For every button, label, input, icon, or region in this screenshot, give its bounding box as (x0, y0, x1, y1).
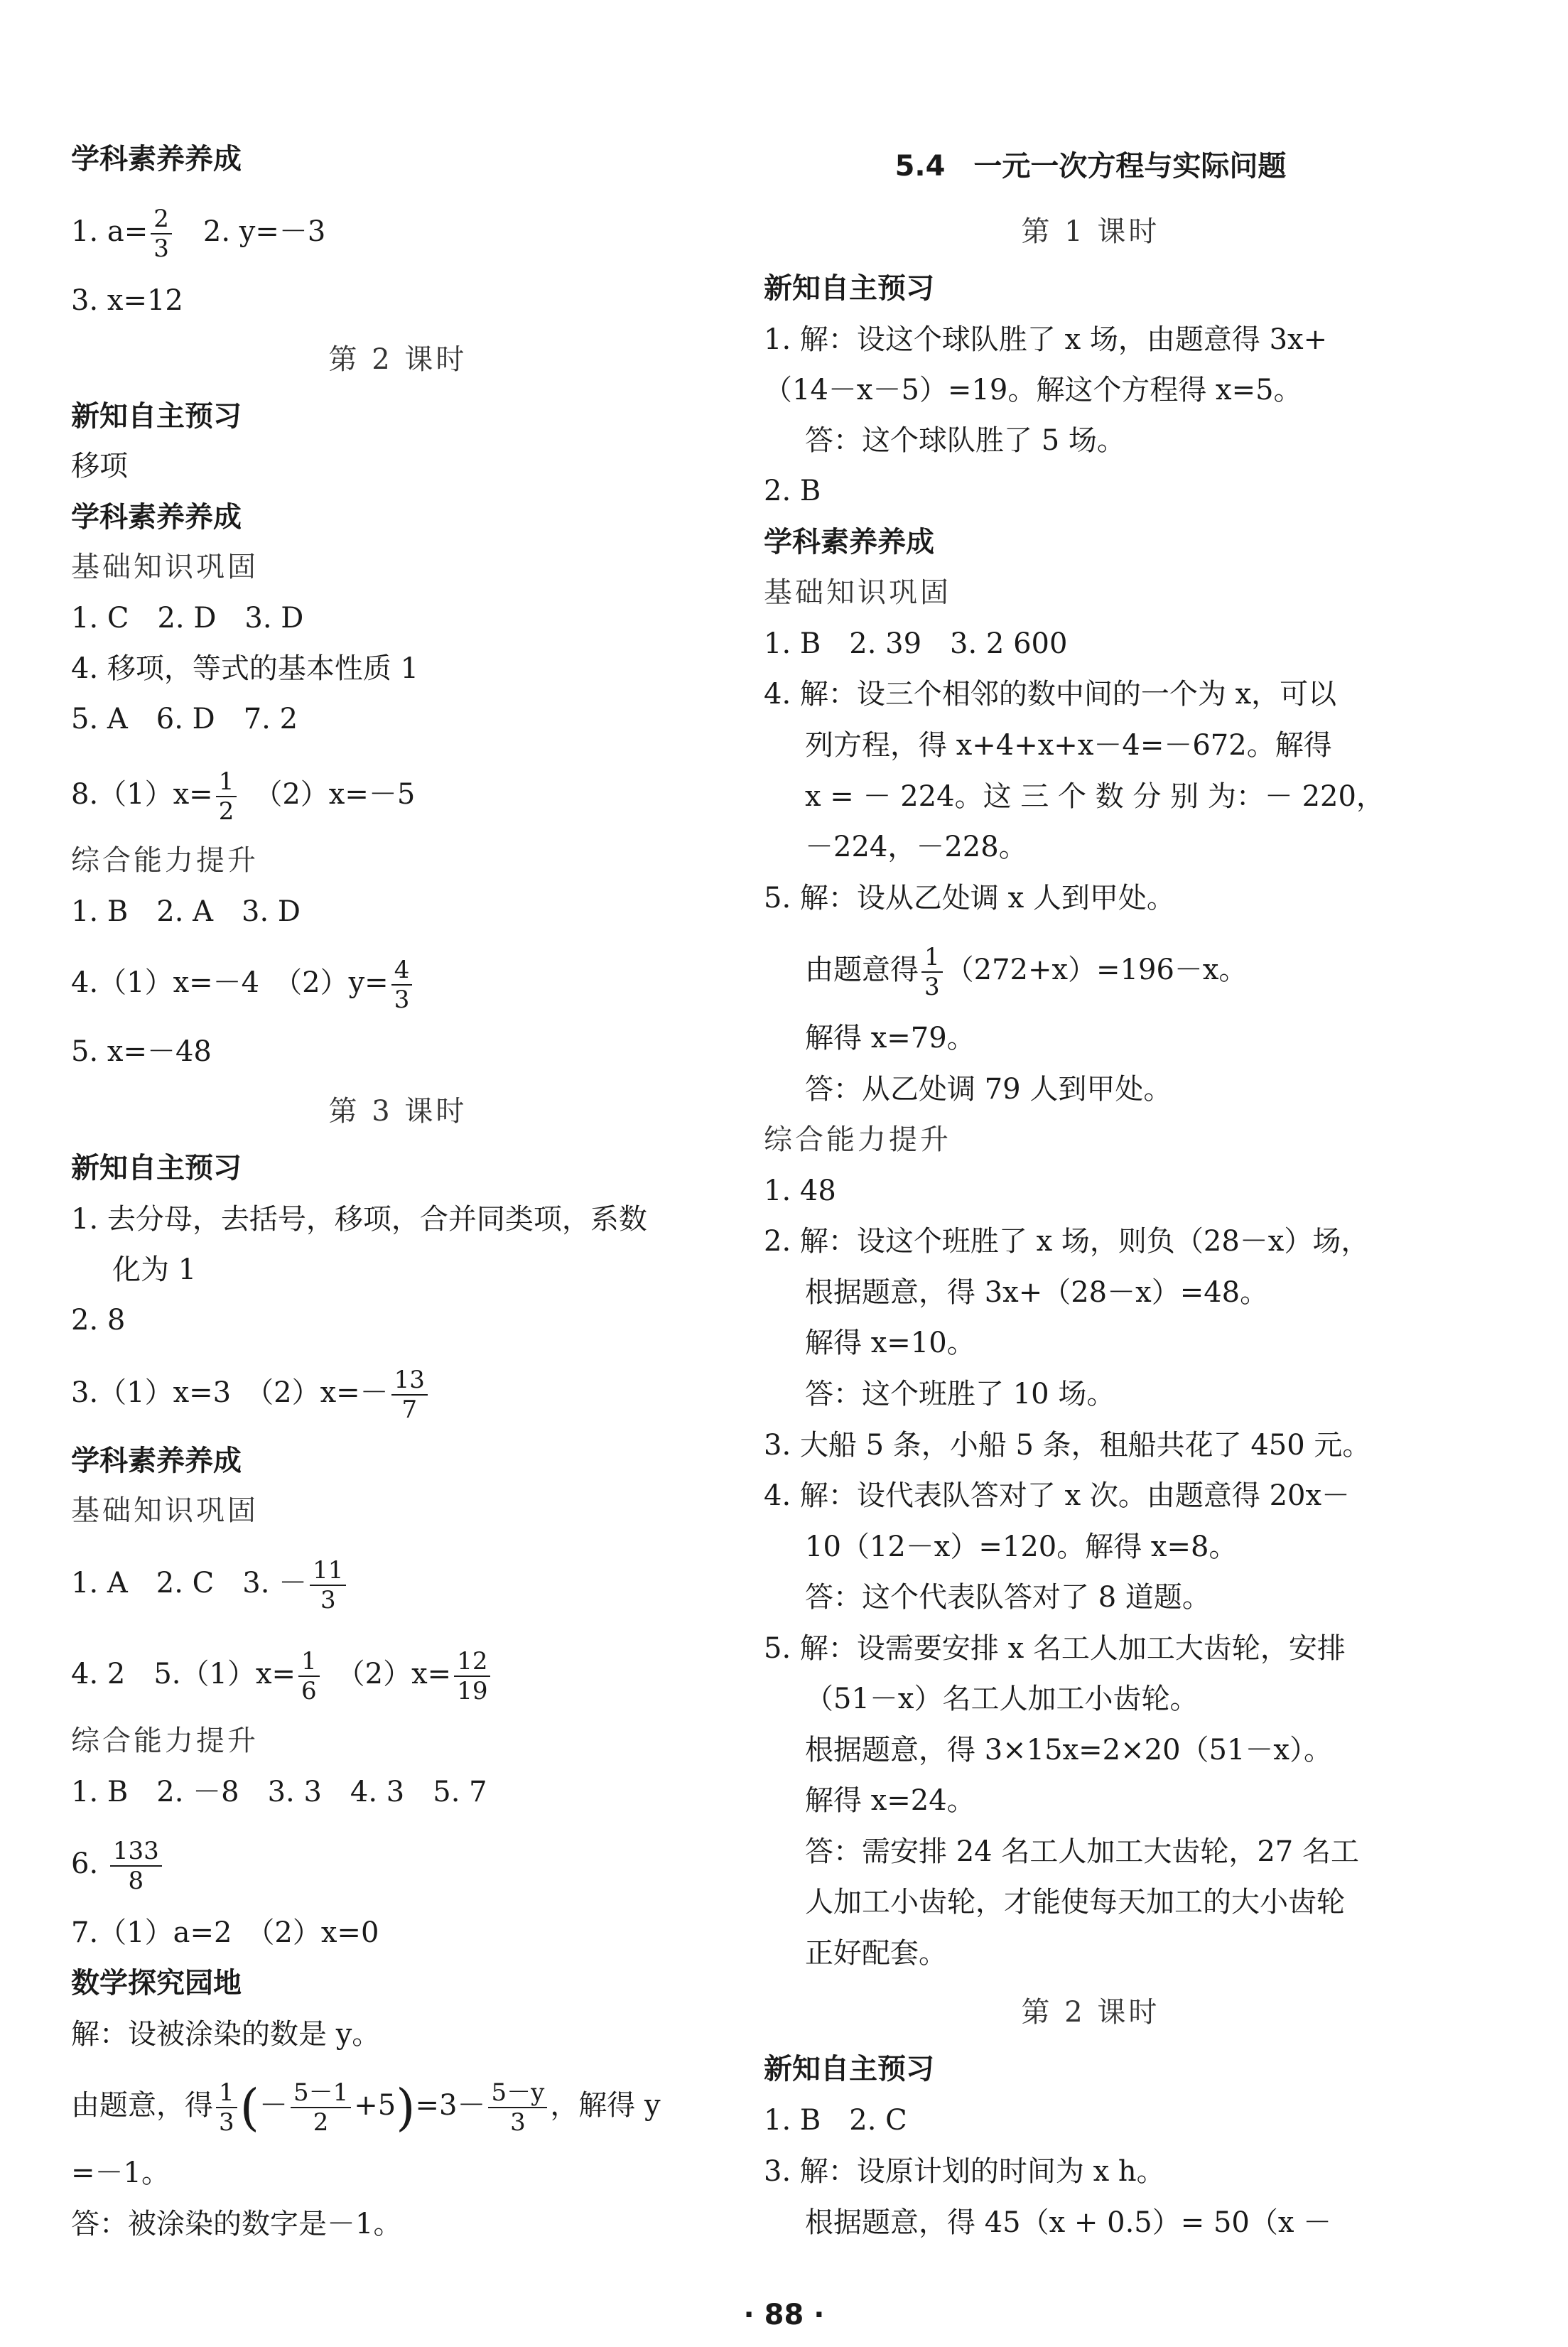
answer-line: 10（12－x）=120。解得 x=8。 (805, 1531, 1238, 1563)
answer-line: 5. 解：设从乙处调 x 人到甲处。 (764, 882, 1175, 914)
answer-line: 化为 1 (112, 1253, 197, 1286)
answer-line: 1. B 2. C (764, 2104, 907, 2137)
answer-line: 3.（1）x=3 （2）x=－ $\frac{13}{7}$ (71, 1366, 431, 1424)
lesson-title: 第 2 课时 (1021, 1996, 1160, 2029)
fraction: $\frac{133}{8}$ (110, 1837, 162, 1895)
answer-line: 7.（1）a=2 （2）x=0 (71, 1916, 379, 1949)
section-heading: 学科素养养成 (71, 501, 242, 534)
answer-line: 1. C 2. D 3. D (71, 602, 304, 635)
answer-line: 1. 去分母，去括号，移项，合并同类项，系数 (71, 1203, 647, 1236)
lesson-title: 第 3 课时 (328, 1095, 467, 1128)
fraction: $\frac{2}{3}$ (151, 205, 172, 263)
chapter-title: 5.4 一元一次方程与实际问题 (894, 150, 1287, 183)
section-heading: 学科素养养成 (71, 143, 242, 176)
answer-line: 根据题意，得 3x+（28－x）=48。 (805, 1276, 1269, 1309)
fraction: $\frac{13}{7}$ (391, 1366, 428, 1424)
answer-line: x = － 224。这 三 个 数 分 别 为：－ 220， (805, 780, 1385, 813)
answer-line: 6. $\frac{133}{8}$ (71, 1837, 165, 1895)
answer-line: 3. x=12 (71, 284, 183, 317)
answer-line: 2. 解：设这个班胜了 x 场，则负（28－x）场， (764, 1225, 1370, 1258)
answer-line: （14－x－5）=19。解这个方程得 x=5。 (764, 374, 1302, 406)
subsection-heading: 基础知识巩固 (71, 551, 259, 583)
answer-line: 4. 解：设三个相邻的数中间的一个为 x，可以 (764, 678, 1337, 711)
subsection-heading: 基础知识巩固 (764, 576, 951, 609)
answer-line: 解得 x=10。 (805, 1327, 975, 1359)
answer-line: 列方程，得 x+4+x+x－4=－672。解得 (805, 729, 1332, 762)
answer-line: 1. B 2. A 3. D (71, 895, 301, 928)
fraction: $\frac{1}{3}$ (921, 943, 943, 1001)
answer-line: 5. 解：设需要安排 x 名工人加工大齿轮，安排 (764, 1632, 1346, 1665)
fraction: $\frac{1}{2}$ (216, 767, 237, 826)
answer-line: （51－x）名工人加工小齿轮。 (805, 1683, 1199, 1715)
subsection-heading: 综合能力提升 (71, 844, 259, 877)
answer-line: 1. 48 (764, 1175, 836, 1207)
answer-line: 4. 解：设代表队答对了 x 次。由题意得 20x－ (764, 1479, 1351, 1512)
answer-line: 人加工小齿轮，才能使每天加工的大小齿轮 (805, 1886, 1345, 1919)
answer-line: 1. a= $\frac{2}{3}$ 2. y=－3 (71, 205, 326, 263)
section-heading: 学科素养养成 (71, 1445, 242, 1477)
answer-line: 根据题意，得 3×15x=2×20（51－x）。 (805, 1734, 1332, 1766)
answer-line: 移项 (71, 450, 128, 482)
answer-line: 正好配套。 (805, 1937, 947, 1970)
answer-line: 4. 2 5.（1）x= $\frac{1}{6}$ （2）x= $\frac{12}{19}$ (71, 1647, 493, 1705)
answer-line: －224，－228。 (805, 831, 1027, 863)
answer-line: 3. 大船 5 条，小船 5 条，租船共花了 450 元。 (764, 1429, 1371, 1462)
page-number: · 88 · (743, 2299, 825, 2331)
answer-line: 根据题意，得 45（x + 0.5）= 50（x － (805, 2206, 1332, 2239)
answer-line: 答：从乙处调 79 人到甲处。 (805, 1073, 1172, 1106)
section-heading: 新知自主预习 (71, 1152, 242, 1185)
section-heading: 新知自主预习 (764, 2053, 934, 2086)
answer-line: 答：这个班胜了 10 场。 (805, 1378, 1115, 1410)
fraction: $\frac{12}{19}$ (454, 1647, 490, 1705)
answer-line: 1. B 2. 39 3. 2 600 (764, 627, 1068, 660)
answer-line: 答：被涂染的数字是－1。 (71, 2208, 402, 2240)
answer-line: 5. A 6. D 7. 2 (71, 703, 298, 735)
lesson-title: 第 2 课时 (328, 343, 467, 376)
answer-line: 1. A 2. C 3. － $\frac{11}{3}$ (71, 1556, 349, 1614)
answer-line: 答：这个代表队答对了 8 道题。 (805, 1581, 1211, 1614)
fraction: $\frac{5-1}{2}$ (291, 2078, 351, 2137)
answer-line: 解：设被涂染的数是 y。 (71, 2018, 381, 2051)
subsection-heading: 综合能力提升 (71, 1725, 259, 1757)
answer-line: 解得 x=79。 (805, 1022, 975, 1054)
answer-line: 答：需安排 24 名工人加工大齿轮，27 名工 (805, 1835, 1359, 1868)
answer-line: 答：这个球队胜了 5 场。 (805, 424, 1125, 457)
answer-line: 1. 解：设这个球队胜了 x 场，由题意得 3x+ (764, 323, 1328, 356)
section-heading: 新知自主预习 (71, 400, 242, 433)
answer-line: 5. x=－48 (71, 1035, 212, 1068)
answer-line: 4.（1）x=－4 （2）y= $\frac{4}{3}$ (71, 956, 415, 1014)
fraction: $\frac{1}{3}$ (216, 2078, 237, 2137)
lesson-title: 第 1 课时 (1021, 215, 1160, 248)
equation-line: 由题意得 $\frac{1}{3}$ （272+x）=196－x。 (805, 943, 1248, 1001)
equation-line: 由题意，得 $\frac{1}{3}$ (－ $\frac{5-1}{2}$ +5)=3－ $\frac{5-y}{3}$ ，解得 y (71, 2078, 661, 2137)
fraction: $\frac{11}{3}$ (310, 1556, 346, 1614)
answer-line: 8.（1）x= $\frac{1}{2}$ （2）x=－5 (71, 767, 416, 826)
subsection-heading: 综合能力提升 (764, 1123, 951, 1156)
answer-line: 解得 x=24。 (805, 1784, 975, 1817)
answer-line: 2. B (764, 475, 821, 507)
section-heading: 数学探究园地 (71, 1967, 242, 2000)
answer-line: 2. 8 (71, 1304, 126, 1337)
answer-line: 1. B 2. －8 3. 3 4. 3 5. 7 (71, 1776, 487, 1808)
answer-line: =－1。 (71, 2157, 170, 2189)
section-heading: 新知自主预习 (764, 272, 934, 305)
answer-line: 3. 解：设原计划的时间为 x h。 (764, 2155, 1165, 2188)
answer-line: 4. 移项，等式的基本性质 1 (71, 652, 419, 685)
fraction: $\frac{1}{6}$ (298, 1647, 320, 1705)
fraction: $\frac{4}{3}$ (391, 956, 413, 1014)
section-heading: 学科素养养成 (764, 526, 934, 559)
fraction: $\frac{5-y}{3}$ (488, 2078, 547, 2137)
subsection-heading: 基础知识巩固 (71, 1494, 259, 1527)
